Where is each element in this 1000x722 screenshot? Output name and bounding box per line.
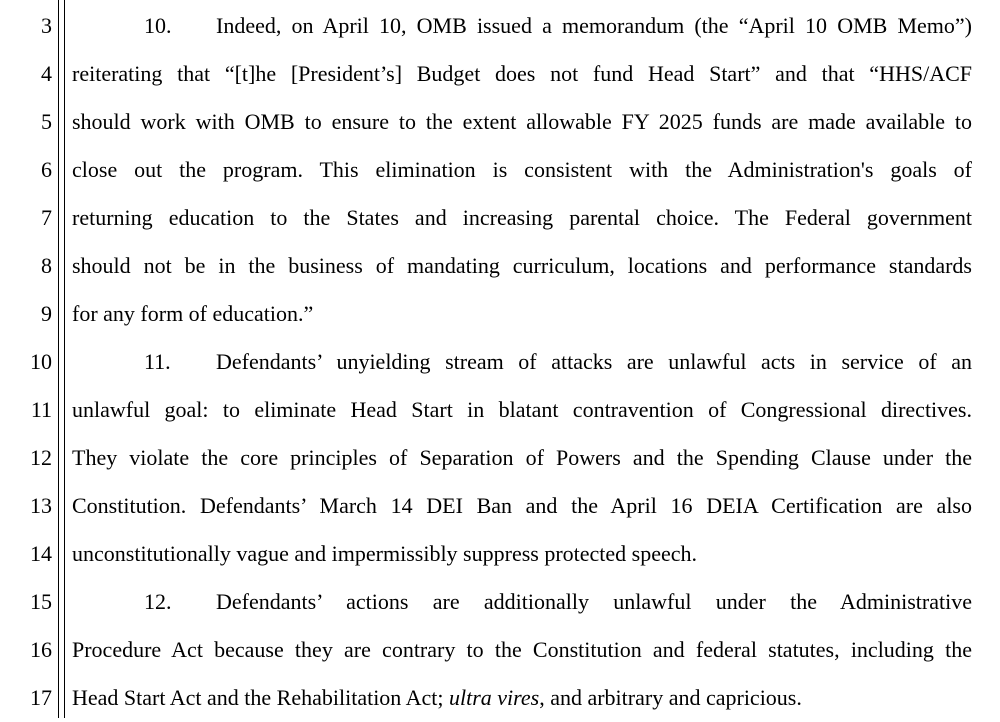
- paragraph-text: Head Start Act and the Rehabilitation Act;: [72, 685, 449, 710]
- line-number: 5: [41, 109, 52, 134]
- line-number: 11: [30, 397, 52, 422]
- paragraph-number: 12.: [144, 589, 172, 614]
- line-number: 15: [30, 589, 52, 614]
- paragraph-text: , and arbitrary and capricious.: [539, 685, 802, 710]
- paragraph-10-line: for any form of education.”: [72, 301, 314, 326]
- italic-term: ultra vires: [448, 685, 540, 710]
- line-number: 8: [41, 253, 52, 278]
- paragraph-11-line: unconstitutionally vague and impermissibly suppress protected speech.: [72, 541, 698, 566]
- line-number: 17: [30, 685, 52, 710]
- line-number: 4: [41, 61, 52, 86]
- paragraph-text: Defendants’ unyielding stream of attacks are unlawful acts in service of an: [216, 349, 972, 374]
- margin-rule-outer: [58, 0, 59, 718]
- paragraph-12-line: Procedure Act because they are contrary to the Constitution and federal statutes, including the: [72, 637, 972, 662]
- paragraph-10-line: should not be in the business of mandating curriculum, locations and performance standards: [72, 253, 972, 278]
- paragraph-11-line: Constitution. Defendants’ March 14 DEI Ban and the April 16 DEIA Certification are also: [72, 493, 972, 518]
- line-number: 3: [41, 13, 52, 38]
- paragraph-11-line: unlawful goal: to eliminate Head Start in blatant contravention of Congressional directives.: [72, 397, 972, 422]
- paragraph-text: Indeed, on April 10, OMB issued a memorandum (the “April 10 OMB Memo”): [216, 13, 972, 38]
- paragraph-number: 10.: [144, 13, 172, 38]
- line-number: 12: [30, 445, 52, 470]
- paragraph-text: Defendants’ actions are additionally unlawful under the Administrative: [216, 589, 972, 614]
- paragraph-10-line: close out the program. This elimination is consistent with the Administration's goals of: [72, 157, 972, 182]
- line-number: 10: [30, 349, 52, 374]
- paragraph-11-line: [72, 338, 972, 386]
- line-number: 16: [30, 637, 52, 662]
- line-number: 9: [41, 301, 52, 326]
- line-number: 14: [30, 541, 52, 566]
- line-number: 6: [41, 157, 52, 182]
- line-number: 7: [41, 205, 52, 230]
- paragraph-10-line: returning education to the States and increasing parental choice. The Federal government: [72, 205, 972, 230]
- paragraph-10-line: reiterating that “[t]he [President’s] Budget does not fund Head Start” and that “HHS/ACF: [72, 61, 972, 86]
- paragraph-10-line: [72, 2, 972, 50]
- margin-rule-inner: [64, 0, 65, 718]
- paragraph-number: 11.: [144, 349, 171, 374]
- paragraph-12-line: [72, 578, 972, 626]
- paragraph-10-line: should work with OMB to ensure to the extent allowable FY 2025 funds are made available to: [72, 109, 972, 134]
- line-number: 13: [30, 493, 52, 518]
- paragraph-12-line: [72, 674, 972, 722]
- paragraph-11-line: They violate the core principles of Separation of Powers and the Spending Clause under the: [72, 445, 972, 470]
